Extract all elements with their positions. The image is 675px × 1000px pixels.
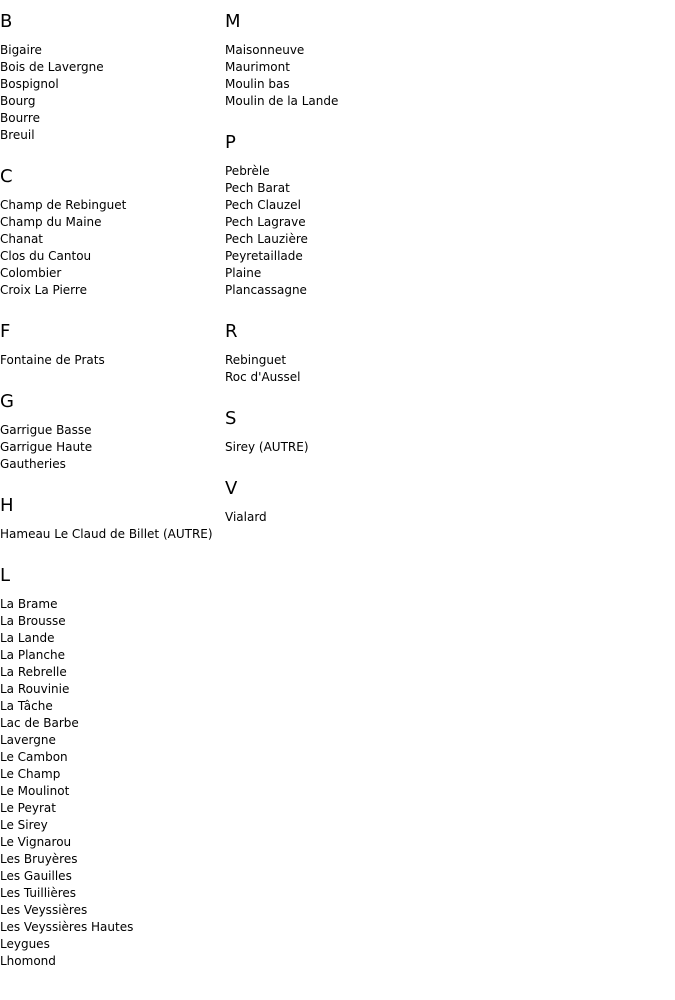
- letter-group-s: [225, 409, 485, 456]
- index-column-right: [225, 0, 485, 526]
- place-link[interactable]: Bourre: [0, 111, 40, 125]
- letter-heading: M: [225, 11, 241, 32]
- place-list: [225, 509, 485, 526]
- place-link[interactable]: Pech Barat: [225, 181, 290, 195]
- letter-group-b: [0, 12, 220, 144]
- place-list: [0, 596, 220, 970]
- place-link[interactable]: La Brame: [0, 597, 58, 611]
- place-list: [0, 42, 220, 144]
- place-list: [225, 352, 485, 386]
- place-link[interactable]: Garrigue Basse: [0, 423, 92, 437]
- place-link[interactable]: Colombier: [0, 266, 62, 280]
- place-link[interactable]: Sirey (AUTRE): [225, 440, 309, 454]
- place-link[interactable]: Fontaine de Prats: [0, 353, 105, 367]
- place-link[interactable]: Clos du Cantou: [0, 249, 92, 263]
- letter-heading: G: [0, 391, 14, 412]
- place-link[interactable]: Le Sirey: [0, 818, 48, 832]
- place-link[interactable]: Leygues: [0, 937, 50, 951]
- place-link[interactable]: Le Peyrat: [0, 801, 56, 815]
- place-link[interactable]: Le Champ: [0, 767, 61, 781]
- letter-heading: S: [225, 408, 237, 429]
- place-link[interactable]: Lhomond: [0, 954, 56, 968]
- letter-heading: P: [225, 132, 236, 153]
- place-link[interactable]: Rebinguet: [225, 353, 287, 367]
- place-link[interactable]: Pech Clauzel: [225, 198, 301, 212]
- letter-heading: C: [0, 166, 13, 187]
- letter-group-f: [0, 322, 220, 369]
- place-link[interactable]: Garrigue Haute: [0, 440, 93, 454]
- place-link[interactable]: Roc d'Aussel: [225, 370, 301, 384]
- place-link[interactable]: Gautheries: [0, 457, 66, 471]
- place-link[interactable]: Plancassagne: [225, 283, 307, 297]
- place-link[interactable]: Le Vignarou: [0, 835, 72, 849]
- place-link[interactable]: La Rouvinie: [0, 682, 70, 696]
- letter-group-m: [225, 12, 485, 110]
- place-link[interactable]: Les Veyssières: [0, 903, 88, 917]
- place-link[interactable]: Breuil: [0, 128, 35, 142]
- place-link[interactable]: La Brousse: [0, 614, 66, 628]
- letter-group-c: [0, 167, 220, 299]
- place-link[interactable]: Le Cambon: [0, 750, 68, 764]
- letter-group-p: [225, 133, 485, 299]
- letter-heading: H: [0, 495, 14, 516]
- place-link[interactable]: Peyretaillade: [225, 249, 303, 263]
- place-list: [225, 439, 485, 456]
- place-link[interactable]: Maurimont: [225, 60, 290, 74]
- place-link[interactable]: Bourg: [0, 94, 36, 108]
- place-list: [0, 352, 220, 369]
- place-link[interactable]: Lavergne: [0, 733, 56, 747]
- place-link[interactable]: Bigaire: [0, 43, 42, 57]
- place-link[interactable]: Champ de Rebinguet: [0, 198, 127, 212]
- place-link[interactable]: Le Moulinot: [0, 784, 70, 798]
- place-link[interactable]: Pech Lagrave: [225, 215, 306, 229]
- place-link[interactable]: Bospignol: [0, 77, 59, 91]
- place-link[interactable]: Maisonneuve: [225, 43, 305, 57]
- letter-group-h: [0, 496, 220, 543]
- place-link[interactable]: Moulin de la Lande: [225, 94, 339, 108]
- place-link[interactable]: Lac de Barbe: [0, 716, 79, 730]
- place-list: [225, 163, 485, 299]
- place-link[interactable]: La Planche: [0, 648, 65, 662]
- letter-heading: B: [0, 11, 13, 32]
- place-link[interactable]: Les Gauilles: [0, 869, 72, 883]
- place-link[interactable]: La Rebrelle: [0, 665, 67, 679]
- letter-group-l: [0, 566, 220, 970]
- letter-group-g: [0, 392, 220, 473]
- place-list: [0, 197, 220, 299]
- place-link[interactable]: Pech Lauzière: [225, 232, 308, 246]
- place-link[interactable]: Les Bruyères: [0, 852, 78, 866]
- place-list: [0, 422, 220, 473]
- place-link[interactable]: Hameau Le Claud de Billet (AUTRE): [0, 527, 213, 541]
- place-link[interactable]: Chanat: [0, 232, 44, 246]
- place-link[interactable]: Pebrèle: [225, 164, 270, 178]
- letter-group-r: [225, 322, 485, 386]
- letter-heading: F: [0, 321, 11, 342]
- letter-heading: R: [225, 321, 238, 342]
- place-link[interactable]: Moulin bas: [225, 77, 290, 91]
- place-link[interactable]: Bois de Lavergne: [0, 60, 104, 74]
- index-column-left: [0, 0, 220, 970]
- letter-heading: V: [225, 478, 238, 499]
- place-link[interactable]: Les Tuillières: [0, 886, 77, 900]
- place-link[interactable]: Plaine: [225, 266, 262, 280]
- place-list: [225, 42, 485, 110]
- place-link[interactable]: Vialard: [225, 510, 267, 524]
- place-link[interactable]: La Tâche: [0, 699, 53, 713]
- place-link[interactable]: Croix La Pierre: [0, 283, 87, 297]
- place-link[interactable]: Champ du Maine: [0, 215, 102, 229]
- letter-heading: L: [0, 565, 11, 586]
- place-list: [0, 526, 220, 543]
- place-link[interactable]: Les Veyssières Hautes: [0, 920, 134, 934]
- letter-group-v: [225, 479, 485, 526]
- place-link[interactable]: La Lande: [0, 631, 55, 645]
